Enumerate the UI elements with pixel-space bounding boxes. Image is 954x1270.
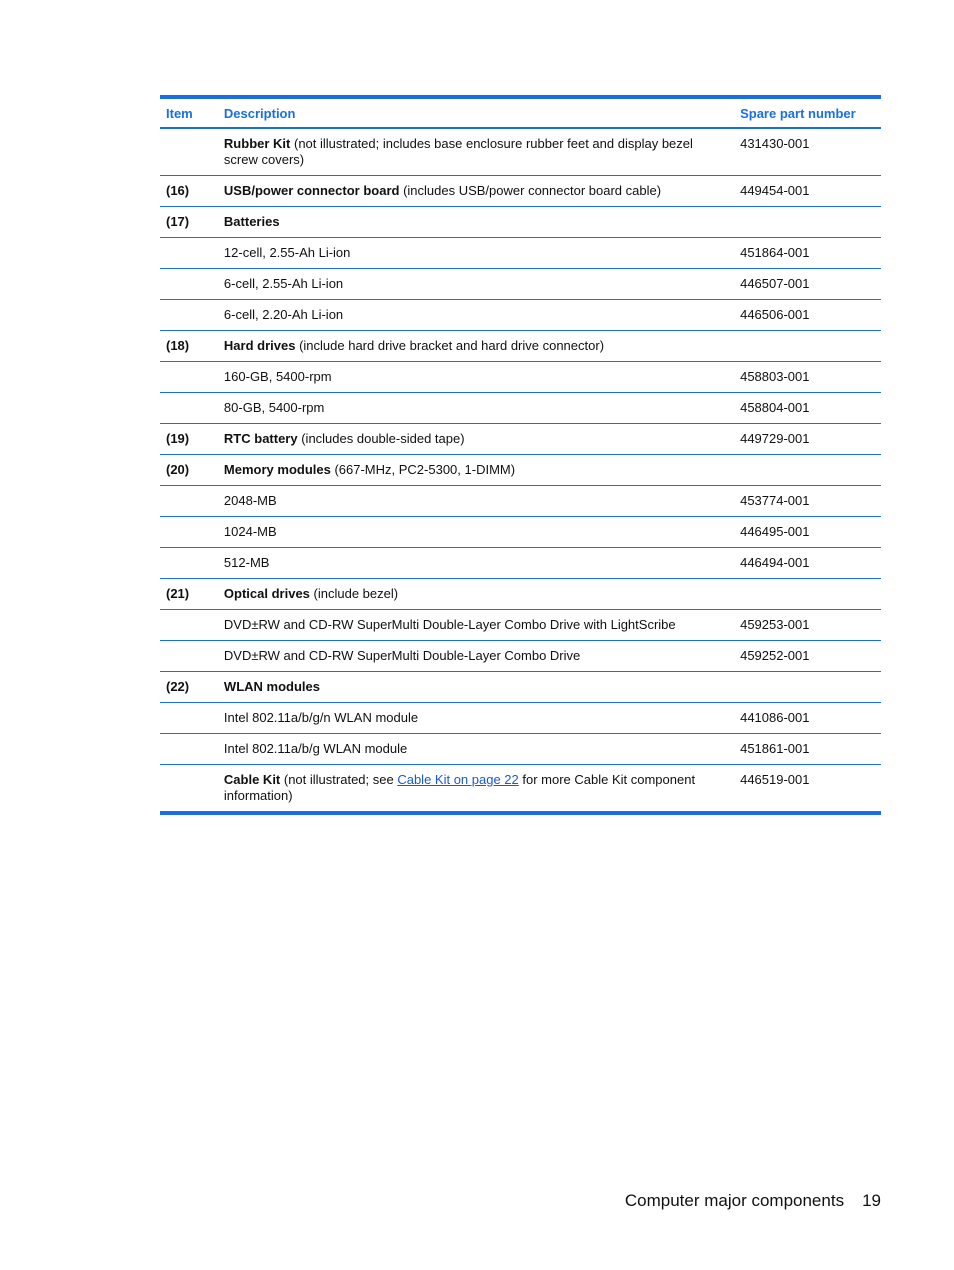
part-description bbox=[218, 455, 734, 486]
part-description bbox=[218, 734, 734, 765]
part-name: Cable Kit bbox=[223, 772, 281, 787]
item-number bbox=[160, 517, 218, 548]
part-description bbox=[218, 579, 734, 610]
part-description bbox=[218, 207, 734, 238]
part-name: RTC battery bbox=[223, 431, 298, 446]
table-row bbox=[160, 207, 881, 238]
table-row bbox=[160, 548, 881, 579]
page-number: 19 bbox=[862, 1191, 881, 1210]
spare-part-number: 446507-001 bbox=[740, 276, 810, 291]
item-number: (22) bbox=[166, 679, 190, 694]
table-row bbox=[160, 300, 881, 331]
item-number bbox=[160, 393, 218, 424]
part-description bbox=[218, 672, 734, 703]
table-row bbox=[160, 486, 881, 517]
table-row bbox=[160, 734, 881, 765]
item-number: (18) bbox=[166, 338, 190, 353]
spare-part-number: 451861-001 bbox=[740, 741, 810, 756]
part-details: 6-cell, 2.20-Ah Li-ion bbox=[223, 307, 344, 322]
table-row bbox=[160, 672, 881, 703]
item-number: (17) bbox=[166, 214, 190, 229]
part-details: 80-GB, 5400-rpm bbox=[223, 400, 325, 415]
part-description bbox=[218, 548, 734, 579]
spare-part-number bbox=[734, 672, 881, 703]
spare-part-number: 449729-001 bbox=[740, 431, 810, 446]
spare-part-number bbox=[734, 455, 881, 486]
item-number: (21) bbox=[166, 586, 190, 601]
header-item: Item bbox=[166, 106, 193, 121]
part-details: (667-MHz, PC2-5300, 1-DIMM) bbox=[330, 462, 516, 477]
spare-part-number: 446495-001 bbox=[740, 524, 810, 539]
part-description bbox=[218, 128, 734, 176]
part-details-post: for more Cable Kit component information) bbox=[223, 772, 696, 803]
table-row bbox=[160, 128, 881, 176]
part-description bbox=[218, 486, 734, 517]
table-body bbox=[160, 128, 881, 813]
part-details: (not illustrated; includes base enclosure rubber feet and display bezel screw covers) bbox=[223, 136, 693, 167]
table-row bbox=[160, 455, 881, 486]
part-description bbox=[218, 269, 734, 300]
table-row bbox=[160, 176, 881, 207]
part-description bbox=[218, 393, 734, 424]
table-row bbox=[160, 238, 881, 269]
table-header-row bbox=[160, 97, 881, 128]
part-description bbox=[218, 517, 734, 548]
spare-part-number bbox=[734, 579, 881, 610]
part-description bbox=[218, 765, 734, 814]
table-row bbox=[160, 269, 881, 300]
part-name: USB/power connector board bbox=[223, 183, 400, 198]
item-number bbox=[160, 765, 218, 814]
part-description bbox=[218, 610, 734, 641]
part-details: (include hard drive bracket and hard drive connector) bbox=[295, 338, 605, 353]
table-row bbox=[160, 424, 881, 455]
item-number bbox=[160, 610, 218, 641]
part-details: Intel 802.11a/b/g WLAN module bbox=[223, 741, 408, 756]
part-name: Rubber Kit bbox=[223, 136, 291, 151]
part-description bbox=[218, 641, 734, 672]
part-details: 1024-MB bbox=[223, 524, 277, 539]
part-description bbox=[218, 362, 734, 393]
spare-part-number: 451864-001 bbox=[740, 245, 810, 260]
item-number bbox=[160, 486, 218, 517]
spare-part-number: 446494-001 bbox=[740, 555, 810, 570]
table-row bbox=[160, 517, 881, 548]
spare-parts-table bbox=[160, 95, 881, 815]
spare-part-number: 459253-001 bbox=[740, 617, 810, 632]
part-details: (includes double-sided tape) bbox=[297, 431, 465, 446]
part-details: 512-MB bbox=[223, 555, 270, 570]
item-number bbox=[160, 269, 218, 300]
part-details: (includes USB/power connector board cable) bbox=[399, 183, 662, 198]
spare-part-number: 453774-001 bbox=[740, 493, 810, 508]
item-number bbox=[160, 238, 218, 269]
part-description bbox=[218, 703, 734, 734]
page-footer bbox=[625, 1191, 881, 1211]
table-row bbox=[160, 579, 881, 610]
footer-section-title: Computer major components bbox=[624, 1191, 845, 1210]
spare-part-number: 431430-001 bbox=[740, 136, 810, 151]
part-description bbox=[218, 176, 734, 207]
parts-table-container bbox=[160, 95, 881, 815]
part-name: Batteries bbox=[223, 214, 280, 229]
item-number: (19) bbox=[166, 431, 190, 446]
part-details: 12-cell, 2.55-Ah Li-ion bbox=[223, 245, 351, 260]
part-name: Memory modules bbox=[223, 462, 331, 477]
item-number bbox=[160, 641, 218, 672]
part-name: WLAN modules bbox=[223, 679, 320, 694]
part-details: 2048-MB bbox=[223, 493, 277, 508]
spare-part-number: 449454-001 bbox=[740, 183, 810, 198]
part-details: 6-cell, 2.55-Ah Li-ion bbox=[223, 276, 344, 291]
header-spare-part-number: Spare part number bbox=[740, 106, 856, 121]
item-number: (16) bbox=[166, 183, 190, 198]
spare-part-number: 459252-001 bbox=[740, 648, 810, 663]
table-row bbox=[160, 393, 881, 424]
spare-part-number bbox=[734, 207, 881, 238]
table-row bbox=[160, 362, 881, 393]
part-details: 160-GB, 5400-rpm bbox=[223, 369, 332, 384]
table-row bbox=[160, 641, 881, 672]
item-number bbox=[160, 300, 218, 331]
item-number bbox=[160, 734, 218, 765]
part-details: Intel 802.11a/b/g/n WLAN module bbox=[223, 710, 419, 725]
part-details: (include bezel) bbox=[309, 586, 399, 601]
part-details: DVD±RW and CD-RW SuperMulti Double-Layer Combo Drive bbox=[223, 648, 581, 663]
part-name: Hard drives bbox=[223, 338, 296, 353]
table-row-cable-kit bbox=[160, 765, 881, 814]
part-name: Optical drives bbox=[223, 586, 310, 601]
item-number bbox=[160, 362, 218, 393]
item-number: (20) bbox=[166, 462, 190, 477]
item-number bbox=[160, 128, 218, 176]
part-description bbox=[218, 331, 734, 362]
part-description bbox=[218, 424, 734, 455]
part-details: DVD±RW and CD-RW SuperMulti Double-Layer Combo Drive with LightScribe bbox=[223, 617, 676, 632]
part-description bbox=[218, 238, 734, 269]
cable-kit-page-link[interactable]: Cable Kit on page 22 bbox=[397, 772, 519, 787]
spare-part-number: 458804-001 bbox=[740, 400, 810, 415]
spare-part-number bbox=[734, 331, 881, 362]
table-row bbox=[160, 703, 881, 734]
spare-part-number: 446519-001 bbox=[740, 772, 810, 787]
spare-part-number: 446506-001 bbox=[740, 307, 810, 322]
table-row bbox=[160, 331, 881, 362]
spare-part-number: 458803-001 bbox=[740, 369, 810, 384]
item-number bbox=[160, 548, 218, 579]
spare-part-number: 441086-001 bbox=[740, 710, 810, 725]
header-description: Description bbox=[223, 106, 296, 121]
part-description bbox=[218, 300, 734, 331]
part-details-pre: (not illustrated; see bbox=[280, 772, 398, 787]
item-number bbox=[160, 703, 218, 734]
table-row bbox=[160, 610, 881, 641]
